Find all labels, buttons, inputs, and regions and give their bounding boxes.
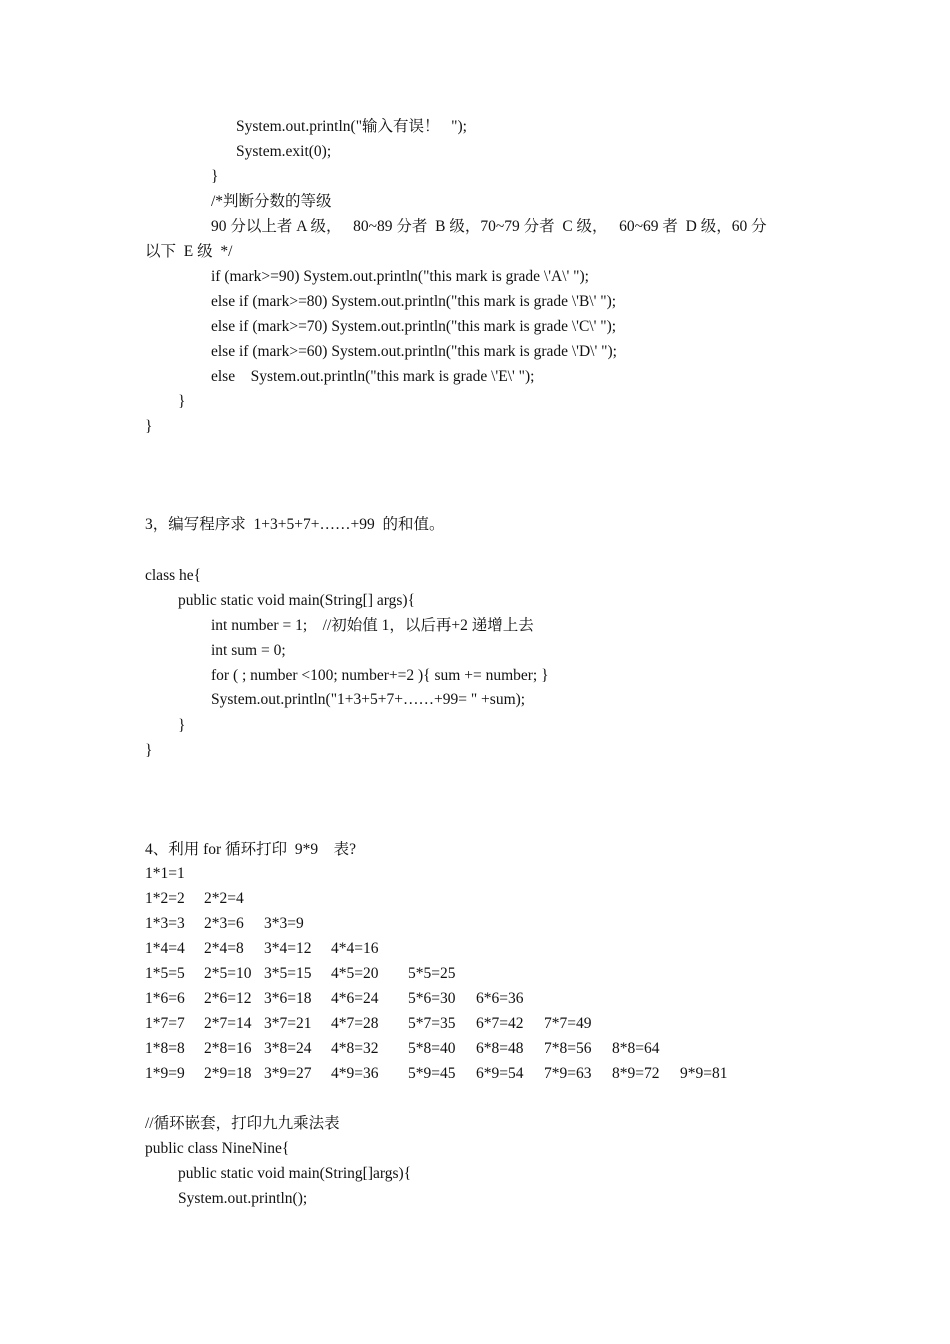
code-line: else if (mark>=80) System.out.println("this mark is grade \'B\' "); — [211, 293, 617, 310]
table-cell: 6*7=42 — [476, 1015, 524, 1032]
table-cell: 5*7=35 — [408, 1015, 456, 1032]
table-cell: 5*5=25 — [408, 965, 456, 982]
table-cell: 5*9=45 — [408, 1065, 456, 1082]
table-cell: 3*5=15 — [264, 965, 312, 982]
table-cell: 6*6=36 — [476, 990, 524, 1007]
table-cell: 4*5=20 — [331, 965, 379, 982]
table-cell: 2*4=8 — [204, 940, 244, 957]
table-cell: 3*6=18 — [264, 990, 312, 1007]
code-comment: 90 分以上者 A 级， 80~89 分者 B 级，70~79 分者 C 级， 60~69 者 D 级，60 分 — [211, 218, 767, 235]
table-cell: 7*9=63 — [544, 1065, 592, 1082]
code-line: System.out.println(); — [178, 1190, 308, 1207]
code-line: else System.out.println("this mark is grade \'E\' "); — [211, 368, 535, 385]
table-cell: 2*8=16 — [204, 1040, 252, 1057]
code-line: System.exit(0); — [236, 143, 332, 160]
table-cell: 3*4=12 — [264, 940, 312, 957]
code-line: else if (mark>=60) System.out.println("this mark is grade \'D\' "); — [211, 343, 617, 360]
table-cell: 4*8=32 — [331, 1040, 379, 1057]
table-cell: 1*1=1 — [145, 865, 185, 882]
table-cell: 6*9=54 — [476, 1065, 524, 1082]
code-line: public class NineNine{ — [145, 1140, 290, 1157]
table-cell: 6*8=48 — [476, 1040, 524, 1057]
table-cell: 4*4=16 — [331, 940, 379, 957]
table-cell: 4*6=24 — [331, 990, 379, 1007]
table-cell: 4*7=28 — [331, 1015, 379, 1032]
table-cell: 2*5=10 — [204, 965, 252, 982]
table-cell: 1*6=6 — [145, 990, 185, 1007]
table-cell: 5*8=40 — [408, 1040, 456, 1057]
code-line: } — [211, 168, 219, 185]
code-line: System.out.println("输入有误！ "); — [236, 118, 467, 135]
table-cell: 1*9=9 — [145, 1065, 185, 1082]
table-cell: 3*3=9 — [264, 915, 304, 932]
table-cell: 1*2=2 — [145, 890, 185, 907]
table-cell: 2*3=6 — [204, 915, 244, 932]
table-cell: 4*9=36 — [331, 1065, 379, 1082]
code-line: } — [178, 717, 186, 734]
table-cell: 3*7=21 — [264, 1015, 312, 1032]
table-cell: 2*9=18 — [204, 1065, 252, 1082]
table-cell: 3*8=24 — [264, 1040, 312, 1057]
code-line: } — [178, 393, 186, 410]
code-line: public static void main(String[]args){ — [178, 1165, 412, 1182]
section-3-heading: 3，编写程序求 1+3+5+7+……+99 的和值。 — [145, 516, 445, 533]
code-line: public static void main(String[] args){ — [178, 592, 416, 609]
table-cell: 1*4=4 — [145, 940, 185, 957]
code-line: class he{ — [145, 567, 202, 584]
table-cell: 1*3=3 — [145, 915, 185, 932]
code-comment: 以下 E 级 */ — [145, 243, 233, 260]
table-cell: 1*8=8 — [145, 1040, 185, 1057]
code-line: int number = 1; //初始值 1，以后再+2 递增上去 — [211, 617, 534, 634]
table-cell: 2*6=12 — [204, 990, 252, 1007]
section-4-heading: 4、利用 for 循环打印 9*9 表? — [145, 841, 356, 858]
code-line: } — [145, 418, 153, 435]
table-cell: 1*5=5 — [145, 965, 185, 982]
code-line: } — [145, 742, 153, 759]
table-cell: 5*6=30 — [408, 990, 456, 1007]
code-line: System.out.println("1+3+5+7+……+99= " +sum); — [211, 691, 526, 708]
table-cell: 8*9=72 — [612, 1065, 660, 1082]
code-line: if (mark>=90) System.out.println("this mark is grade \'A\' "); — [211, 268, 589, 285]
table-cell: 8*8=64 — [612, 1040, 660, 1057]
table-cell: 2*2=4 — [204, 890, 244, 907]
code-comment: //循环嵌套，打印九九乘法表 — [145, 1115, 340, 1132]
code-line: int sum = 0; — [211, 642, 286, 659]
code-line: else if (mark>=70) System.out.println("this mark is grade \'C\' "); — [211, 318, 617, 335]
table-cell: 3*9=27 — [264, 1065, 312, 1082]
table-cell: 2*7=14 — [204, 1015, 252, 1032]
code-comment: /*判断分数的等级 — [211, 193, 332, 210]
table-cell: 7*8=56 — [544, 1040, 592, 1057]
code-line: for ( ; number <100; number+=2 ){ sum += number; } — [211, 667, 549, 684]
table-cell: 1*7=7 — [145, 1015, 185, 1032]
table-cell: 7*7=49 — [544, 1015, 592, 1032]
table-cell: 9*9=81 — [680, 1065, 728, 1082]
